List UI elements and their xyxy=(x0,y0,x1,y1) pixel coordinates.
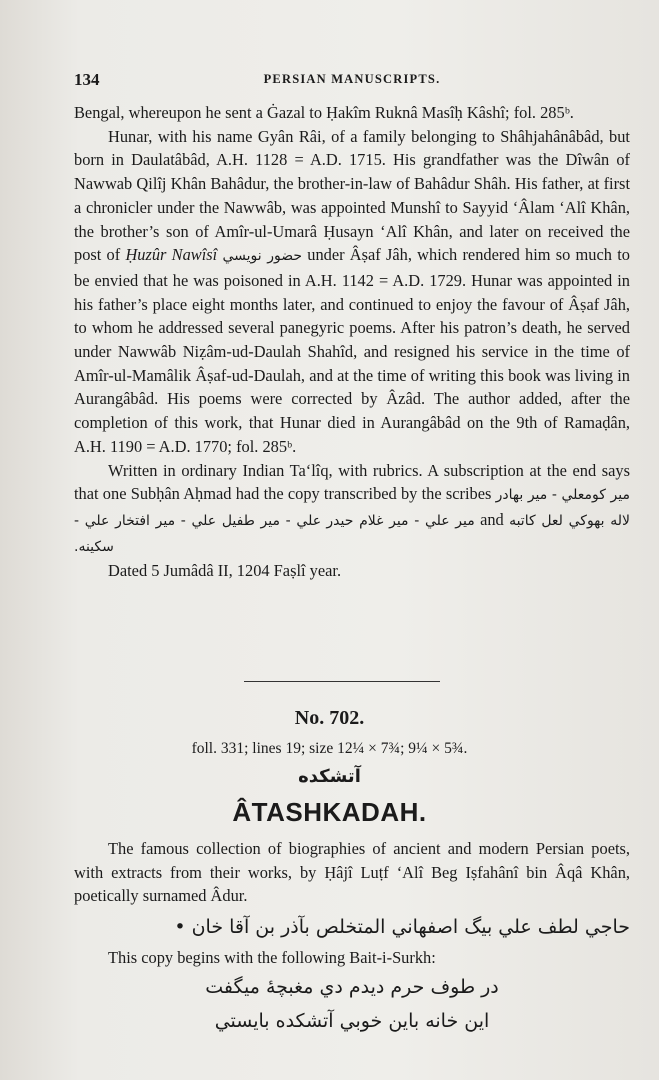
paragraph-subscription xyxy=(74,459,630,560)
bait-intro: This copy begins with the following Bait-i-Surkh: xyxy=(108,948,436,967)
entry-description: The famous collection of biographies of ancient and modern Persian poets, with extracts from their works, by Ḥâjî Luṭf ‘Alî Beg Iṣfahânî bin Âqâ Khân, poetically surnamed Âdur. xyxy=(74,839,630,905)
running-title: PERSIAN MANUSCRIPTS. xyxy=(263,72,441,86)
body-text xyxy=(74,101,630,583)
paragraph-continuation: Bengal, whereupon he sent a Ġazal to Ḥakîm Ruknâ Masîḥ Kâshî; fol. 285ᵇ. xyxy=(74,103,574,122)
scribes-arabic-3: لاله بهوكي لعل كاتبه سكينه. xyxy=(74,512,630,555)
section-divider xyxy=(244,681,440,682)
page-header xyxy=(74,66,630,92)
page-number: 134 xyxy=(74,70,100,89)
paragraph-dated: Dated 5 Jumâdâ II, 1204 Faṣlî year. xyxy=(108,561,342,581)
entry-meta: foll. 331; lines 19; size 12¼ × 7¾; 9¼ × 5¾. xyxy=(191,740,468,757)
author-arabic-line: حاجي لطف علي بيگ اصفهاني المتخلص بآذر بن آقا خان • xyxy=(174,916,630,938)
scribes-arabic-1: مير كومعلي - مير بهادر علي - مير طفيل علي - مير افتخار علي - xyxy=(74,487,630,529)
huzur-nawisi-arabic: حضور نويسي xyxy=(222,248,303,265)
entry-number: No. 702. xyxy=(294,707,365,729)
bait-line-2: اين خانه باين خوبي آتشكده بايستي xyxy=(214,1010,490,1032)
huzur-nawisi-term: Ḥuzûr Nawîsî xyxy=(125,245,218,265)
subscription-and: and xyxy=(480,509,504,529)
bait-line-1: در طوف حرم ديدم دي مغبچهٔ ميگفت xyxy=(205,976,499,998)
entry-title-arabic: آتشكده xyxy=(298,766,361,787)
paragraph-hunar-text-2: under Âṣaf Jâh, which rendered him so much to be envied that he was poisoned in A.H. 1142 = A.D. 1729. Hunar was appointed in his father’s place eight months later, and continued to enjoy the favour of Âṣaf Jâh, to whom he addressed several panegyric poems. After his patron’s death, he served under Nawwâb Niẓâm-ud-Daulah Shahîd, and resigned his service in the time of Amîr-ul-Mamâlik Âṣaf-ud-Daulah, and at the time of writing this book was living in Aurangâbâd. His poems were corrected by Âzâd. The author added, after the completion of this work, that Hunar died in Aurangâbâd on the 9th of Ramaḍân, A.H. 1190 = A.D. 1770; fol. 285ᵇ. xyxy=(74,245,630,456)
subscription-text: Written in ordinary Indian Ta‘lîq, with rubrics. A subscription at the end says that one Subḥân Aḥmad had the copy transcribed by the scribes xyxy=(74,460,630,504)
paragraph-hunar-text-1: Hunar, with his name Gyân Râi, of a family belonging to Shâhjahânâbâd, but born in Daulatâbâd, A.H. 1128 = A.D. 1715. His grandfather was the Dîwân of Nawwab Qilîj Khân Bahâdur, the brother-in-law of Bahâdur Shâh. His father, at first a chronicler under the Nawwâb, was appointed Munshî to Sayyid ‘Âlam ‘Alî Khân, the brother’s son of Amîr-ul-Umarâ Ḥusayn ‘Alî Khân, and later on received the post of xyxy=(74,126,630,265)
entry-title: ÂTASHKADAH. xyxy=(232,797,427,827)
scribes-arabic-2: مير علي - مير غلام حيدر xyxy=(326,512,475,529)
paragraph-hunar xyxy=(74,125,630,459)
entry-description-block xyxy=(74,837,630,908)
